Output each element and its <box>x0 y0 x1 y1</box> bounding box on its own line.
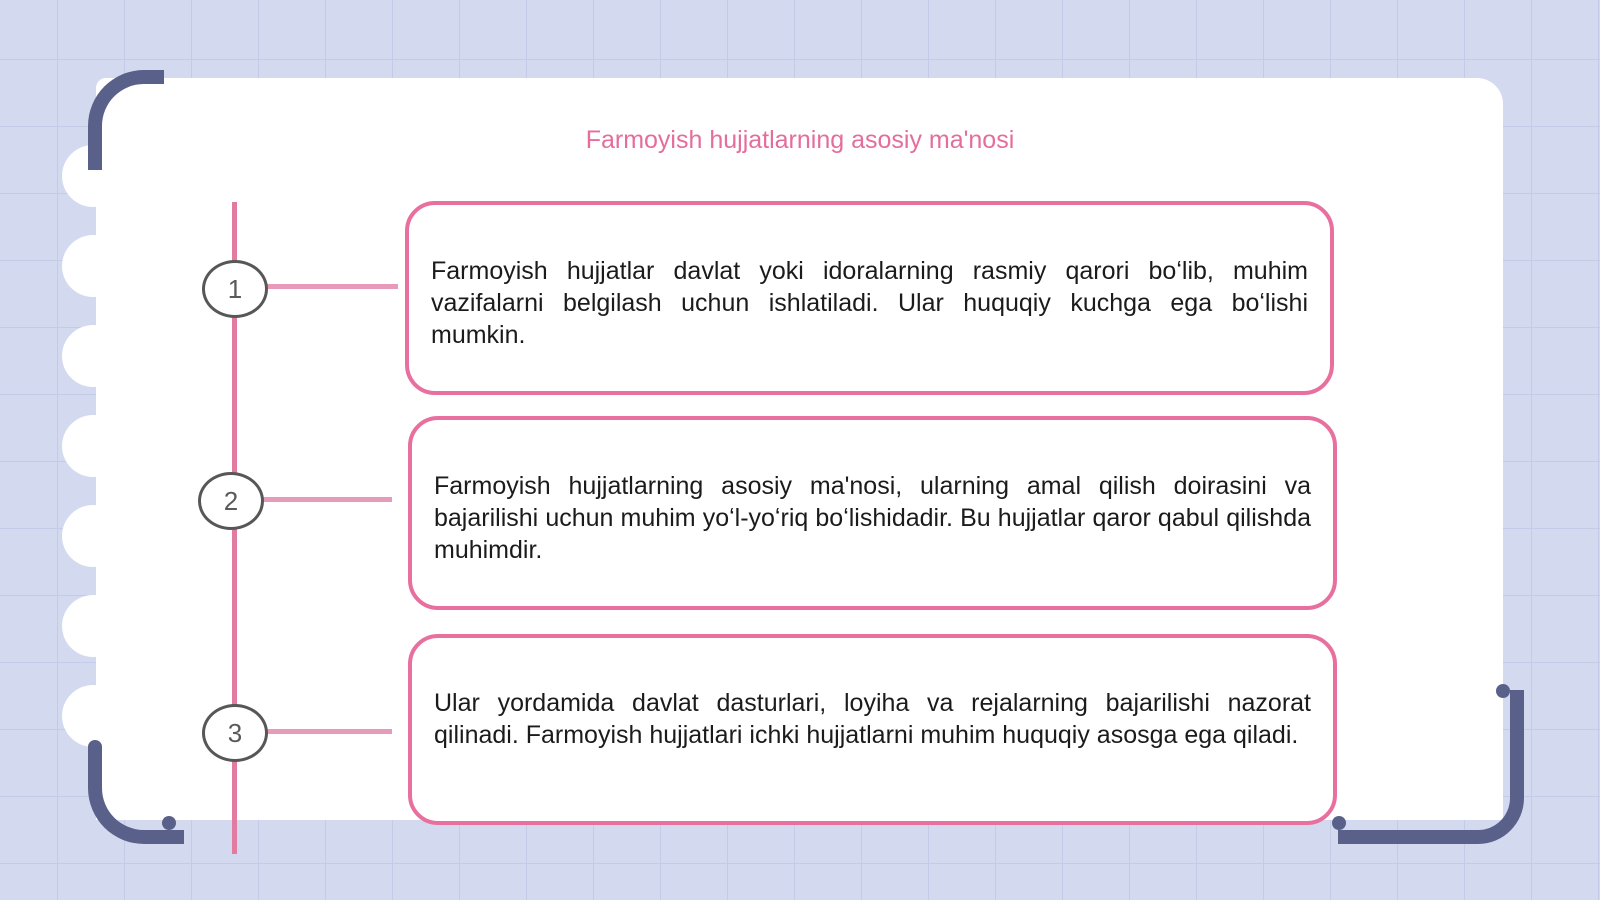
bracket-cap <box>162 816 176 830</box>
slide-title: Farmoyish hujjatlarning asosiy ma'nosi <box>585 126 1015 154</box>
info-box-1 <box>405 201 1334 395</box>
info-text-3: Ular yordamida davlat dasturlari, loyiha va rejalarning bajarilishi nazorat qilinadi. Farmoyish hujjatlari ichki hujjatlarni muhim huquqiy asosga ega qiladi. <box>434 689 1311 749</box>
timeline-connector-1 <box>262 284 398 289</box>
info-box-3 <box>408 634 1337 825</box>
info-box-2 <box>408 416 1337 610</box>
step-number-2: 2 <box>198 472 264 530</box>
info-text-2: Farmoyish hujjatlarning asosiy ma'nosi, ularning amal qilish doirasini va bajarilishi uchun muhim yoʻl-yoʻriq boʻlishidadir. Bu hujjatlar qaror qabul qilishda muhimdir. <box>434 472 1311 564</box>
timeline-connector-2 <box>258 497 392 502</box>
step-number-3: 3 <box>202 704 268 762</box>
bracket-cap <box>88 142 102 156</box>
step-number-1: 1 <box>202 260 268 318</box>
bracket-cap <box>1496 684 1510 698</box>
bracket-cap <box>88 740 102 754</box>
info-text-1: Farmoyish hujjatlar davlat yoki idoralarning rasmiy qarori boʻlib, muhim vazifalarni belgilash uchun ishlatiladi. Ular huquqiy kuchga ega boʻlishi mumkin. <box>431 257 1308 349</box>
bracket-cap <box>1332 816 1346 830</box>
bracket-cap <box>136 70 150 84</box>
timeline-connector-3 <box>262 729 392 734</box>
corner-bracket-bottom-right <box>1338 690 1524 844</box>
